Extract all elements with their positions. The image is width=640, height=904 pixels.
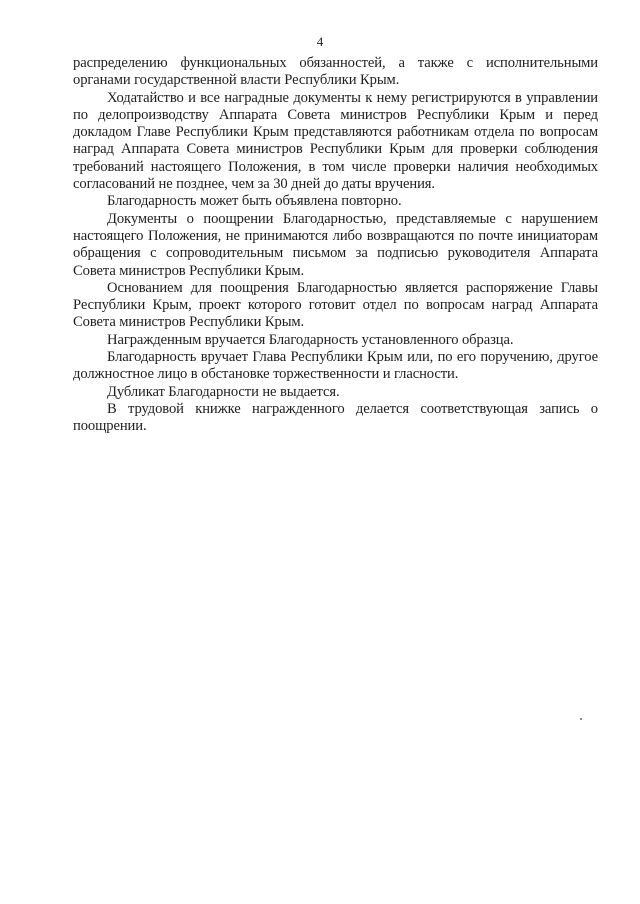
paragraph-presentation: Благодарность вручает Глава Республики Крым или, по его поручению, другое должностное лицо в обстановке торжественности и гласности.	[73, 349, 598, 383]
paragraph-violations: Документы о поощрении Благодарностью, представляемые с нарушением настоящего Положения, не принимаются либо возвращаются по почте инициаторам обращения с сопроводительным письмом за подписью руководителя Аппарата Совета министров Республики Крым.	[73, 210, 598, 279]
paragraph-duplicate: Дубликат Благодарности не выдается.	[107, 383, 340, 400]
document-body	[73, 55, 598, 436]
paragraph-repeat-award: Благодарность может быть объявлена повторно.	[107, 193, 402, 210]
scan-speck	[580, 718, 582, 720]
paragraph-registration: Ходатайство и все наградные документы к нему регистрируются в управлении по делопроизводству Аппарата Совета министров Республики Крым и перед докладом Главе Республики Крым представляются работникам отдела по вопросам наград Аппарата Совета министров Республики Крым для проверки соблюдения требований настоящего Положения, в том числе проверки наличия необходимых согласований не позднее, чем за 30 дней до даты вручения.	[73, 89, 598, 193]
paragraph-basis: Основанием для поощрения Благодарностью является распоряжение Главы Республики Крым, проект которого готовит отдел по вопросам наград Аппарата Совета министров Республики Крым.	[73, 279, 598, 331]
paragraph-continuation: распределению функциональных обязанностей, а также с исполнительными органами государственной власти Республики Крым.	[73, 55, 598, 89]
page-number: 4	[316, 34, 324, 49]
paragraph-award-form: Награжденным вручается Благодарность установленного образца.	[107, 331, 514, 348]
paragraph-work-book: В трудовой книжке награжденного делается соответствующая запись о поощрении.	[73, 400, 598, 435]
